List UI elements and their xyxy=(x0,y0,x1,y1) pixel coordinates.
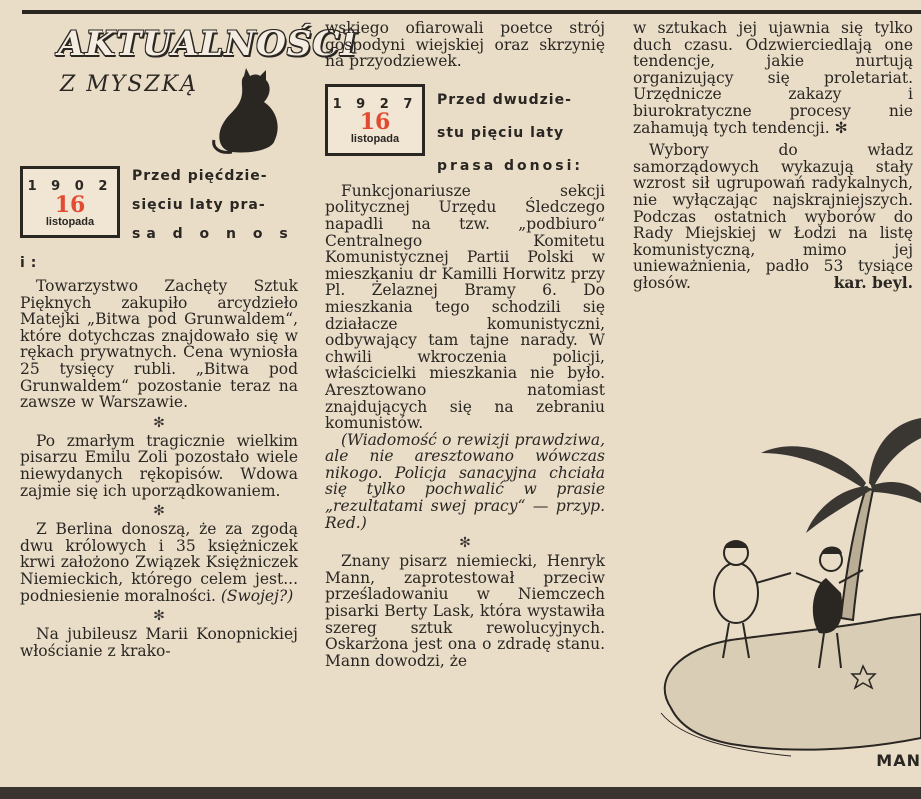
separator-star: ✻ xyxy=(153,503,165,520)
date-month: listopada xyxy=(45,215,95,228)
heading-line: Przed pięćdzie- xyxy=(132,168,268,184)
date-day: 16 xyxy=(359,109,391,136)
article-berlin xyxy=(20,521,298,604)
date-year: 1 9 0 2 xyxy=(27,179,113,194)
bottom-rule xyxy=(0,787,921,799)
section-title: AKTUALNOŚCI xyxy=(58,24,358,64)
separator-star: ✻ xyxy=(153,608,165,625)
section-subtitle: Z MYSZKĄ xyxy=(60,72,199,97)
cartoon-drawing xyxy=(641,378,921,778)
column-2 xyxy=(325,20,605,669)
date-day: 16 xyxy=(54,191,86,218)
author-signature: kar. beyl. xyxy=(833,272,913,292)
article-zola: Po zmarłym tragicznie wielkim pisarzu Emilu Zoli pozostało wiele niewydanych rękopisów. Wdowa zajmie się ich uporządkowaniem. xyxy=(20,431,298,500)
separator-star: ✻ xyxy=(459,535,471,552)
heading-line: stu pięciu laty xyxy=(437,124,565,141)
date-box-1927 xyxy=(325,84,425,156)
cartoon-signature: MAN xyxy=(876,751,921,770)
column-3 xyxy=(633,20,913,292)
article-konopnicka: Na jubileusz Marii Konopnickiej włościanie z krako- xyxy=(20,625,298,660)
article-elections xyxy=(633,142,913,291)
top-rule xyxy=(22,10,921,14)
article-raid: Funkcjonariusze sekcji politycznej Urzędu Śledczego napadli na tzw. „podbiuro“ Centralnego Komitetu Komunistycznej Partii Polski w mieszkaniu dr Kamilli Horwitz przy Pl. Żelaznej Bramy 6. Do mieszkania tego schodzili się działacze komunistyczni, odbywający tam tajne narady. W chwili wkroczenia policji, właścicielki mieszkania nie było. Aresztowano natomiast znajdujących się na zebraniu komunistów. xyxy=(325,181,605,433)
cartoon-island xyxy=(641,378,921,778)
column-1 xyxy=(20,162,298,659)
date-year: 1 9 2 7 xyxy=(332,96,418,112)
article-konopnicka-cont: wskiego ofiarowali poetce strój gospodyni wiejskiej oraz skrzynię na przyodziewek. xyxy=(325,19,605,71)
date-box-1902 xyxy=(20,166,120,238)
mouse-icon xyxy=(210,64,290,154)
heading-line: sa d o n o s i: xyxy=(20,226,294,271)
heading-line: Przed dwudzie- xyxy=(437,91,572,108)
separator-star: ✻ xyxy=(834,118,848,137)
article-mann-cont-text: w sztukach jej ujawnia się tylko duch czasu. Odzwierciedlają one tendencje, jakie nurtują organizujący się proletariat. Urzędnicze zakazy i biurokratyczne procesy nie zahamują tych tendencji. xyxy=(633,19,913,137)
article-mann: Znany pisarz niemiecki, Henryk Mann, zaprotestował przeciw prześladowaniu w Niemczech pisarki Berty Lask, która wystawiła szereg sztuk rewolucyjnych. Oskarżona jest ona o zdradę stanu. Mann dowodzi, że xyxy=(325,552,605,670)
heading-line: prasa donosi: xyxy=(437,157,583,174)
article-berlin-comment: (Swojej?) xyxy=(220,586,294,605)
article-elections-text: Wybory do władz samorządowych wykazują stały wzrost sił ugrupowań radykalnych, nie wyłączając najskrajniejszych. Podczas ostatnich wyborów do Rady Miejskiej w Łodzi na listę komunistyczną, mimo jej unieważnienia, padło 53 tysiące głosów. xyxy=(633,141,913,292)
separator-star: ✻ xyxy=(153,414,165,431)
article-zacheta: Towarzystwo Zachęty Sztuk Pięknych zakupiło arcydzieło Matejki „Bitwa pod Grunwaldem“, które dotychczas znajdowało się w rękach prywatnych. Cena wyniosła 25 tysięcy rubli. „Bitwa pod Grunwaldem“ pozostanie teraz na zawsze w Warszawie. xyxy=(20,277,298,412)
article-raid-note: (Wiadomość o rewizji prawdziwa, ale nie aresztowano wówczas nikogo. Policja sanacyjna chciała się tylko pochwalić w prasie „rezultatami swej pracy“ — przyp. Red.) xyxy=(325,430,605,532)
date-month: listopada xyxy=(350,133,400,146)
section-logo xyxy=(58,24,358,154)
heading-line: sięciu laty pra- xyxy=(132,197,266,213)
article-berlin-text: Z Berlina donoszą, że za zgodą dwu królowych i 35 księżniczek krwi założono Związek Księżniczek Niemieckich, którego celem jest... podniesienie moralności. xyxy=(20,520,298,605)
article-mann-cont xyxy=(633,20,913,136)
